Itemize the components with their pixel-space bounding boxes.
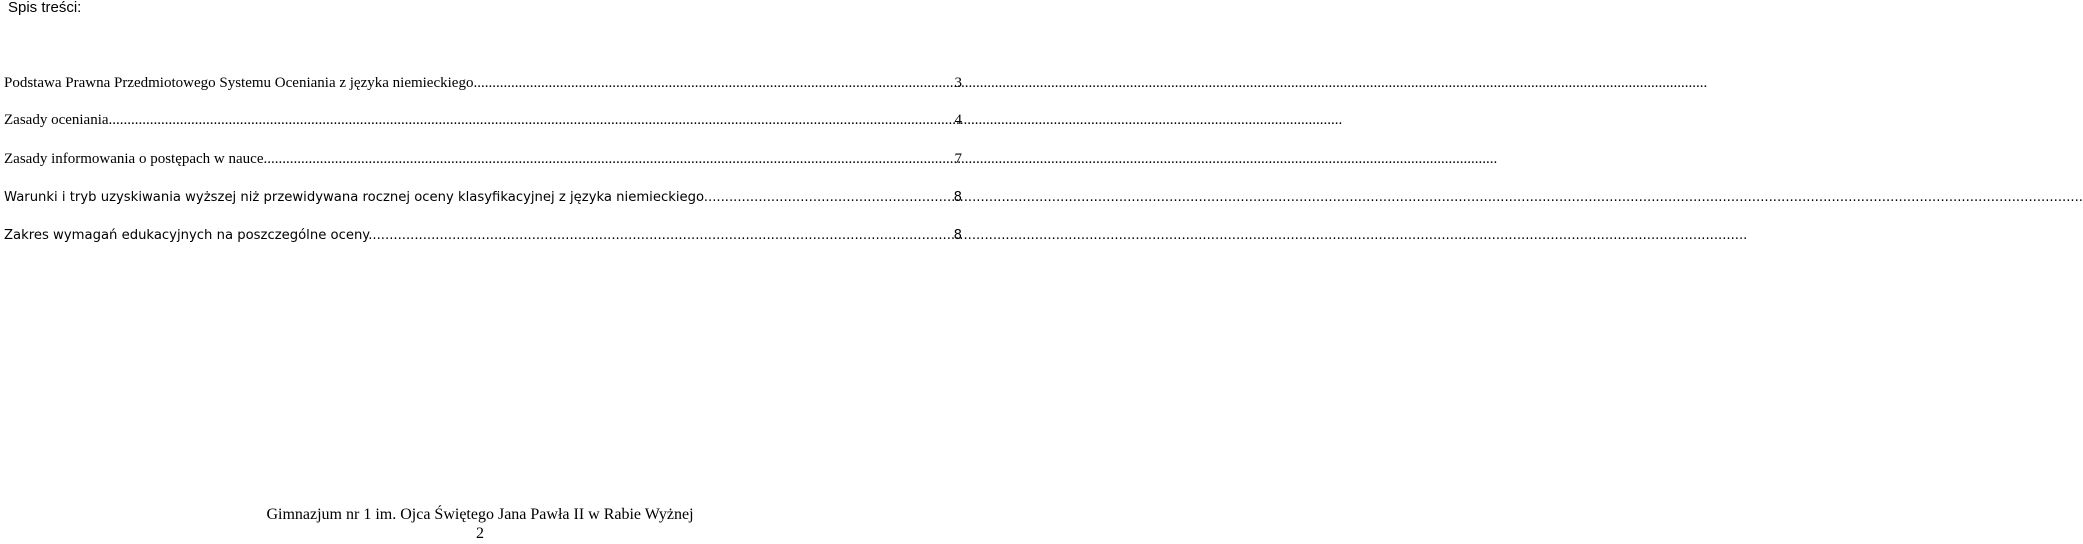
footer-school-name: Gimnazjum nr 1 im. Ojca Świętego Jana Pawła II w Rabie Wyżnej	[266, 506, 694, 523]
toc-entry-title: Zakres wymagań edukacyjnych na poszczególne oceny.	[4, 228, 373, 243]
toc-entry-grading-rules[interactable]	[4, 110, 962, 130]
toc-entry-title: Warunki i tryb uzyskiwania wyższej niż przewidywana rocznej oceny klasyfikacyjnej z języka niemieckiego.	[4, 190, 709, 205]
footer-page-number: 2	[476, 525, 484, 542]
toc-entry-page: 8	[953, 228, 962, 243]
toc-entry-page: 8	[953, 190, 962, 205]
toc-dot-leader	[372, 226, 953, 246]
toc-entry-page: 3	[954, 75, 962, 91]
toc-entry-progress-info[interactable]	[4, 149, 962, 169]
toc-heading: Spis treści:	[8, 0, 82, 16]
toc-entry-requirements[interactable]	[4, 226, 962, 246]
toc-entry-page: 7	[954, 151, 962, 167]
toc-dot-leader	[477, 73, 954, 93]
toc-dot-leader	[708, 188, 954, 208]
toc-entry-title: Zasady informowania o postępach w nauce.	[4, 151, 268, 167]
toc-entry-title: Podstawa Prawna Przedmiotowego Systemu Oceniania z języka niemieckiego.	[4, 75, 478, 91]
toc-entry-higher-grade-conditions[interactable]	[4, 188, 962, 208]
toc-dot-leader	[112, 110, 954, 130]
toc-dot-leader	[267, 149, 954, 169]
toc-entry-legal-basis[interactable]	[4, 73, 962, 93]
toc-entry-page: 4	[954, 112, 962, 128]
toc-entry-title: Zasady oceniania.	[4, 112, 113, 128]
